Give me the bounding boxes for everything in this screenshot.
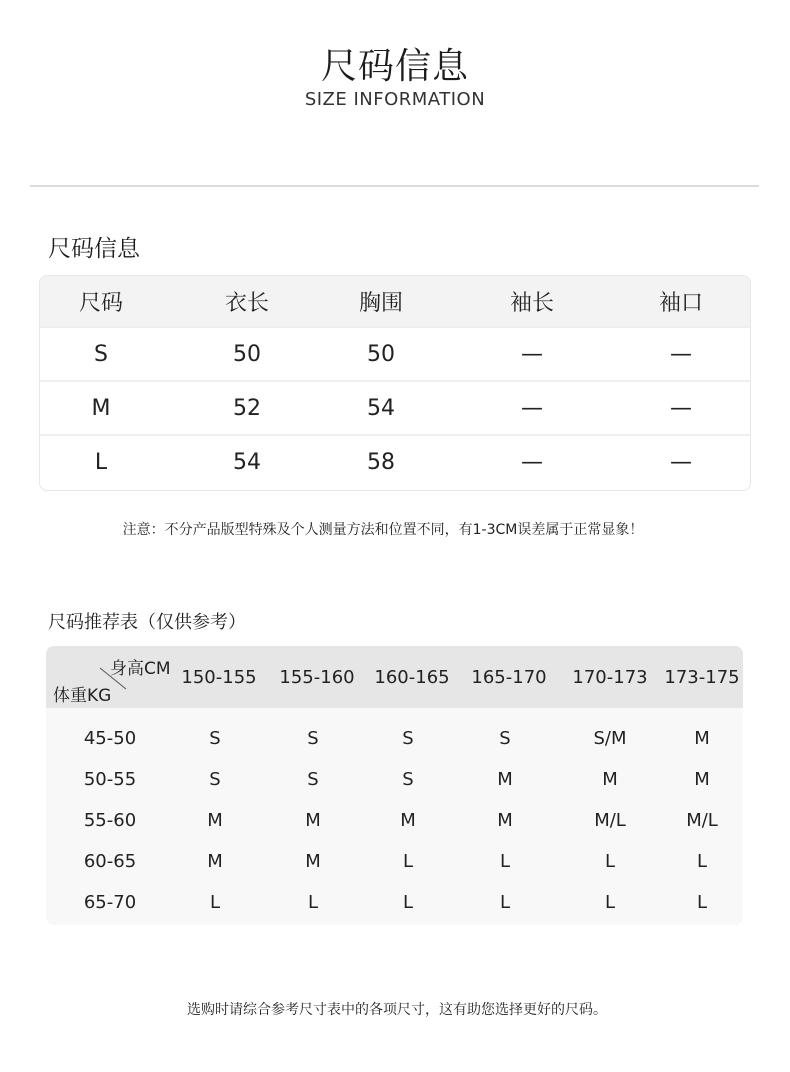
recommended-size-cell: M xyxy=(694,769,710,790)
recommended-size-cell: M/L xyxy=(594,810,626,831)
recommend-section-title: 尺码推荐表（仅供参考） xyxy=(48,612,246,633)
size-section-title: 尺码信息 xyxy=(48,236,140,262)
recommended-size-cell: L xyxy=(499,851,511,872)
size-table-header xyxy=(40,276,750,326)
recommended-size-cell: L xyxy=(696,892,708,913)
recommended-size-cell: M xyxy=(694,728,710,749)
table-row xyxy=(46,718,743,759)
cell-length: 52 xyxy=(233,395,261,421)
measurement-note: 注意：不分产品版型特殊及个人测量方法和位置不同，有1-3CM误差属于正常显象！ xyxy=(122,522,644,538)
header-cuff: 袖口 xyxy=(658,290,704,316)
page-title: 尺码信息 xyxy=(320,46,469,87)
height-range-header: 165-170 xyxy=(471,666,547,688)
recommended-size-cell: M xyxy=(400,810,416,831)
recommended-size-cell: M xyxy=(602,769,618,790)
recommended-size-cell: S xyxy=(209,728,221,749)
recommended-size-cell: S xyxy=(402,769,414,790)
corner-height-label: 身高CM xyxy=(110,659,171,679)
header-length: 衣长 xyxy=(224,290,270,316)
header-chest: 胸围 xyxy=(358,290,404,316)
recommended-size-cell: M xyxy=(497,810,513,831)
recommended-size-cell: L xyxy=(402,892,414,913)
recommended-size-cell: M xyxy=(497,769,513,790)
height-range-header: 170-173 xyxy=(572,666,648,688)
footer-note: 选购时请综合参考尺寸表中的各项尺寸，这有助您选择更好的尺码。 xyxy=(187,1002,607,1018)
recommend-table-body xyxy=(46,708,743,923)
cell-size: S xyxy=(94,341,108,367)
cell-size: L xyxy=(94,449,108,475)
recommended-size-cell: L xyxy=(307,892,319,913)
cell-sleeve-length: — xyxy=(521,395,543,421)
weight-range-cell: 60-65 xyxy=(83,851,137,872)
page-subtitle: SIZE INFORMATION xyxy=(304,89,486,110)
table-row xyxy=(46,800,743,841)
weight-range-cell: 50-55 xyxy=(83,769,137,790)
cell-cuff: — xyxy=(670,449,692,475)
recommended-size-cell: L xyxy=(499,892,511,913)
recommended-size-cell: S xyxy=(402,728,414,749)
cell-sleeve-length: — xyxy=(521,449,543,475)
table-row xyxy=(46,759,743,800)
recommended-size-cell: L xyxy=(209,892,221,913)
recommended-size-cell: L xyxy=(402,851,414,872)
recommended-size-cell: M xyxy=(207,810,223,831)
recommended-size-cell: S xyxy=(307,769,319,790)
header-size: 尺码 xyxy=(78,290,124,316)
cell-chest: 58 xyxy=(367,449,395,475)
cell-size: M xyxy=(91,395,111,421)
cell-cuff: — xyxy=(670,395,692,421)
recommended-size-cell: S xyxy=(499,728,511,749)
cell-chest: 50 xyxy=(367,341,395,367)
cell-cuff: — xyxy=(670,341,692,367)
cell-length: 50 xyxy=(233,341,261,367)
recommended-size-cell: S/M xyxy=(593,728,627,749)
recommended-size-cell: M xyxy=(305,810,321,831)
height-range-header: 173-175 xyxy=(664,666,740,688)
recommend-table-header xyxy=(46,646,743,708)
recommended-size-cell: M xyxy=(207,851,223,872)
height-range-header: 150-155 xyxy=(181,666,257,688)
table-row xyxy=(40,434,750,488)
weight-range-cell: 65-70 xyxy=(83,892,137,913)
table-row xyxy=(46,882,743,923)
recommend-table xyxy=(46,646,743,925)
recommended-size-cell: M/L xyxy=(686,810,718,831)
recommended-size-cell: L xyxy=(604,892,616,913)
corner-weight-label: 体重KG xyxy=(53,686,112,706)
recommended-size-cell: S xyxy=(307,728,319,749)
header-sleeve-length: 袖长 xyxy=(509,290,555,316)
cell-chest: 54 xyxy=(367,395,395,421)
recommended-size-cell: L xyxy=(604,851,616,872)
size-table xyxy=(39,275,751,491)
recommended-size-cell: L xyxy=(696,851,708,872)
recommended-size-cell: S xyxy=(209,769,221,790)
height-range-header: 155-160 xyxy=(279,666,355,688)
table-row xyxy=(40,326,750,380)
cell-length: 54 xyxy=(233,449,261,475)
divider xyxy=(30,185,759,187)
height-range-header: 160-165 xyxy=(374,666,450,688)
recommended-size-cell: M xyxy=(305,851,321,872)
table-row xyxy=(40,380,750,434)
cell-sleeve-length: — xyxy=(521,341,543,367)
weight-range-cell: 55-60 xyxy=(83,810,137,831)
weight-range-cell: 45-50 xyxy=(83,728,137,749)
table-row xyxy=(46,841,743,882)
